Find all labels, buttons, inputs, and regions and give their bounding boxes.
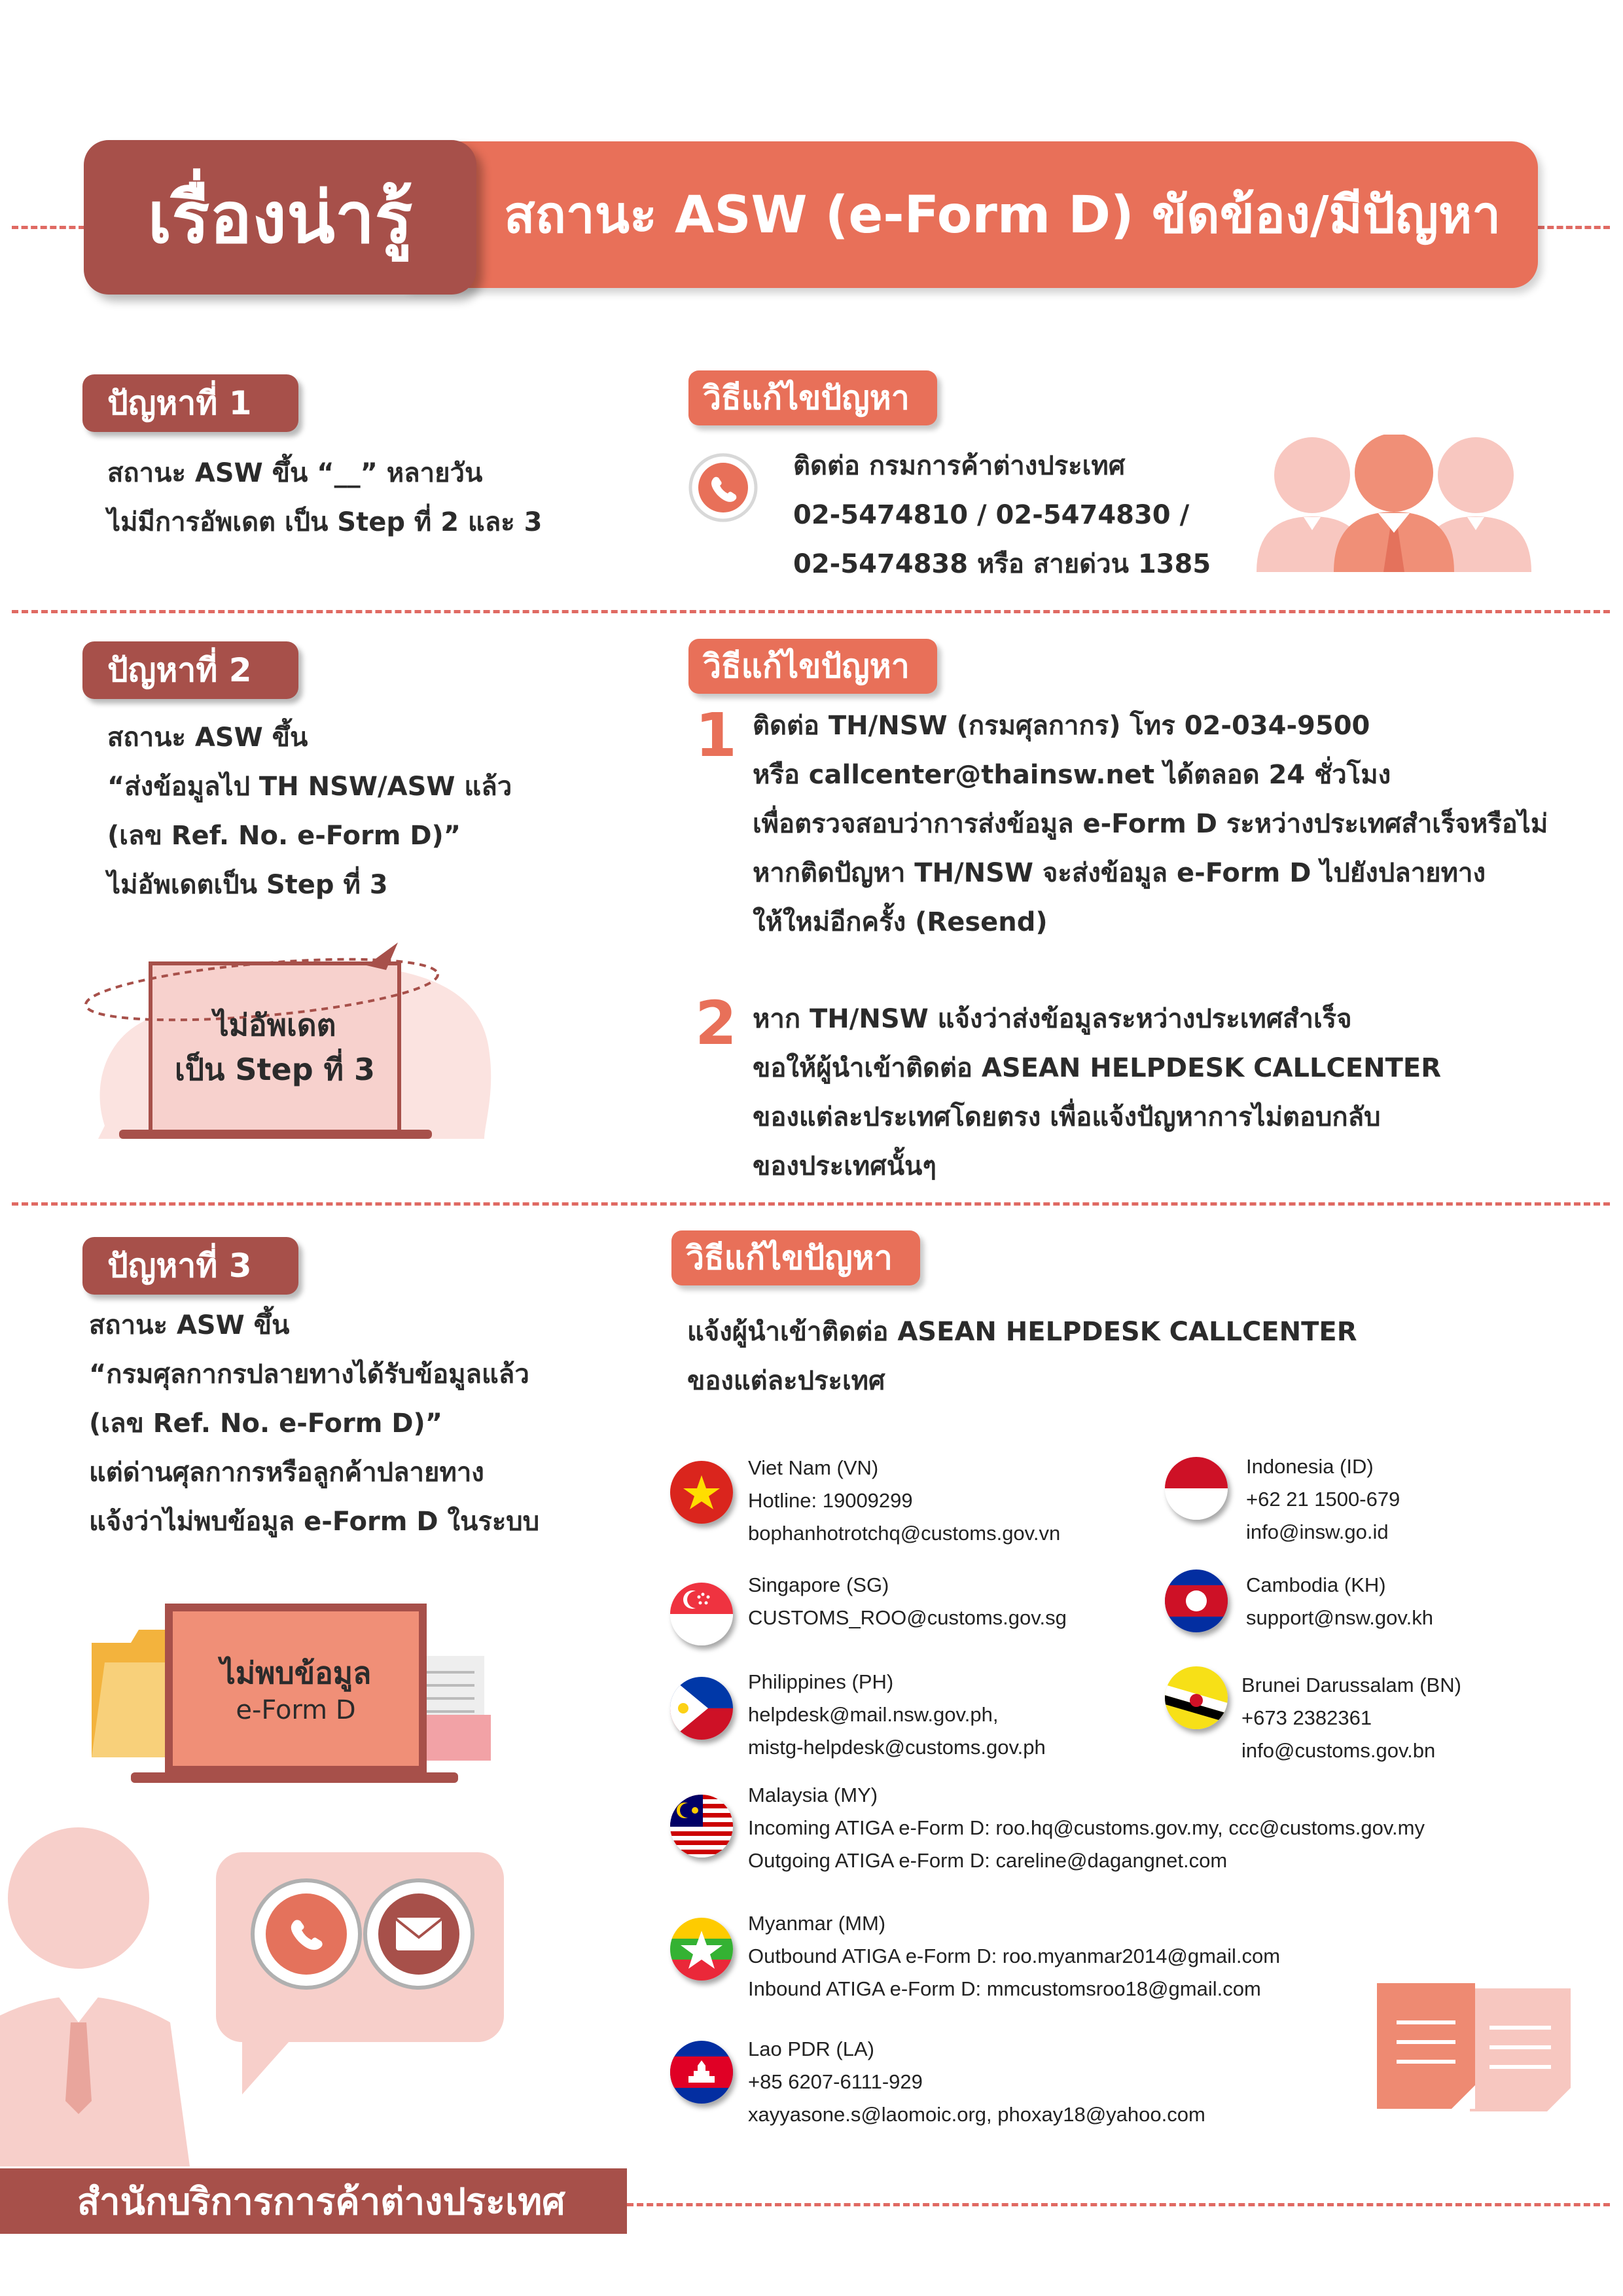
problem1-solution-line-2: 02-5474810 / 02-5474830 / bbox=[793, 500, 1190, 530]
problem3-solution-line-2: ของแต่ละประเทศ bbox=[687, 1366, 885, 1396]
country-name: Viet Nam (VN) bbox=[748, 1456, 879, 1479]
country-contact: CUSTOMS_ROO@customs.gov.sg bbox=[748, 1606, 1067, 1629]
country-name: Malaysia (MY) bbox=[748, 1784, 878, 1806]
country-cambodia bbox=[1246, 1569, 1433, 1634]
country-contact: +62 21 1500-679 bbox=[1246, 1488, 1400, 1511]
document-laptop-illustration bbox=[92, 1590, 497, 1787]
people-icon bbox=[1257, 435, 1531, 572]
step2-line-1: หาก TH/NSW แจ้งว่าส่งข้อมูลระหว่างประเทศสำเร็จ bbox=[753, 1004, 1352, 1034]
step2-line-3: ของแต่ละประเทศโดยตรง เพื่อแจ้งปัญหาการไม่ตอบกลับ bbox=[753, 1102, 1381, 1132]
flag-brunei-icon bbox=[1165, 1666, 1228, 1729]
section-divider-1 bbox=[12, 610, 1610, 613]
country-brunei bbox=[1241, 1669, 1461, 1767]
step1-line-3: เพื่อตรวจสอบว่าการส่งข้อมูล e-Form D ระหว่างประเทศสำเร็จหรือไม่ bbox=[753, 809, 1548, 839]
flag-malaysia-icon bbox=[670, 1795, 733, 1857]
country-lao bbox=[748, 2033, 1205, 2131]
mail-icon bbox=[396, 1918, 442, 1950]
country-name: Brunei Darussalam (BN) bbox=[1241, 1674, 1461, 1696]
problem3-solution-line-1: แจ้งผู้นำเข้าติดต่อ ASEAN HELPDESK CALLCENTER bbox=[687, 1317, 1357, 1347]
phone-icon bbox=[687, 452, 759, 524]
flag-indonesia-icon bbox=[1165, 1457, 1228, 1520]
problem3-illustration-line-1: ไม่พบข้อมูล bbox=[220, 1655, 372, 1691]
step1-line-1: ติดต่อ TH/NSW (กรมศุลกากร) โทร 02-034-9500 bbox=[753, 711, 1370, 741]
problem1-tag: ปัญหาที่ 1 bbox=[82, 374, 298, 432]
problem2-illustration-line-2: เป็น Step ที่ 3 bbox=[175, 1052, 375, 1087]
country-name: Myanmar (MM) bbox=[748, 1912, 886, 1935]
footer-divider bbox=[627, 2203, 1610, 2206]
country-vietnam bbox=[748, 1452, 1060, 1550]
problem3-line-2: “กรมศุลกากรปลายทางได้รับข้อมูลแล้ว bbox=[89, 1359, 529, 1390]
country-contact: Inbound ATIGA e-Form D: mmcustomsroo18@gmail.com bbox=[748, 1977, 1261, 2000]
header-divider-left bbox=[12, 226, 85, 229]
section-divider-2 bbox=[12, 1202, 1610, 1206]
country-name: Indonesia (ID) bbox=[1246, 1455, 1374, 1478]
country-contact: support@nsw.gov.kh bbox=[1246, 1606, 1433, 1629]
problem2-line-2: “ส่งข้อมูลไป TH NSW/ASW แล้ว bbox=[107, 772, 512, 802]
country-contact: helpdesk@mail.nsw.gov.ph, bbox=[748, 1703, 999, 1726]
step2-number: 2 bbox=[695, 988, 738, 1058]
problem1-line-1: สถานะ ASW ขึ้น “__” หลายวัน bbox=[107, 458, 483, 488]
problem3-tag: ปัญหาที่ 3 bbox=[82, 1237, 298, 1295]
laptop-illustration bbox=[79, 929, 510, 1139]
flag-vietnam-icon bbox=[670, 1461, 733, 1524]
country-contact: mistg-helpdesk@customs.gov.ph bbox=[748, 1736, 1046, 1759]
step1-line-4: หากติดปัญหา TH/NSW จะส่งข้อมูล e-Form D ไปยังปลายทาง bbox=[753, 858, 1486, 888]
footer-bar bbox=[0, 2168, 627, 2234]
country-contact: bophanhotrotchq@customs.gov.vn bbox=[748, 1522, 1061, 1545]
problem2-illustration-line-1: ไม่อัพเดต bbox=[213, 1007, 336, 1043]
country-malaysia bbox=[748, 1779, 1425, 1877]
problem2-line-4: ไม่อัพเดตเป็น Step ที่ 3 bbox=[107, 870, 388, 900]
country-name: Singapore (SG) bbox=[748, 1573, 889, 1596]
problem3-line-1: สถานะ ASW ขึ้น bbox=[89, 1310, 290, 1340]
header-title-bar bbox=[406, 141, 1538, 288]
country-myanmar bbox=[748, 1907, 1280, 2005]
page-title: สถานะ ASW (e-Form D) ขัดข้อง/มีปัญหา bbox=[504, 186, 1501, 245]
document-icon bbox=[1374, 1983, 1577, 2114]
country-philippines bbox=[748, 1666, 1046, 1764]
step1-line-2: หรือ callcenter@thainsw.net ได้ตลอด 24 ชั่วโมง bbox=[753, 760, 1391, 790]
country-name: Lao PDR (LA) bbox=[748, 2037, 874, 2060]
country-contact: info@insw.go.id bbox=[1246, 1520, 1389, 1543]
problem3-solution-tag: วิธีแก้ไขปัญหา bbox=[671, 1230, 920, 1285]
problem1-solution-tag: วิธีแก้ไขปัญหา bbox=[688, 370, 937, 425]
country-contact: info@customs.gov.bn bbox=[1241, 1739, 1436, 1762]
flag-philippines-icon bbox=[670, 1677, 733, 1740]
problem2-solution-tag: วิธีแก้ไขปัญหา bbox=[688, 639, 937, 694]
problem1-line-2: ไม่มีการอัพเดต เป็น Step ที่ 2 และ 3 bbox=[107, 507, 543, 537]
country-contact: Outgoing ATIGA e-Form D: careline@dagangnet.com bbox=[748, 1849, 1228, 1872]
country-contact: Hotline: 19009299 bbox=[748, 1489, 913, 1512]
problem3-line-3: (เลข Ref. No. e-Form D)” bbox=[89, 1408, 443, 1439]
country-indonesia bbox=[1246, 1450, 1400, 1549]
problem1-solution-line-3: 02-5474838 หรือ สายด่วน 1385 bbox=[793, 549, 1211, 579]
header-divider-right bbox=[1538, 226, 1610, 229]
country-contact: +673 2382361 bbox=[1241, 1706, 1372, 1729]
step2-line-4: ของประเทศนั้นๆ bbox=[753, 1151, 936, 1181]
country-name: Philippines (PH) bbox=[748, 1670, 894, 1693]
header-badge-label: เรื่องน่ารู้ bbox=[147, 177, 413, 259]
flag-lao-icon bbox=[670, 2041, 733, 2104]
problem2-line-1: สถานะ ASW ขึ้น bbox=[107, 723, 308, 753]
problem2-tag: ปัญหาที่ 2 bbox=[82, 641, 298, 699]
problem3-illustration-line-2: e-Form D bbox=[236, 1695, 356, 1725]
country-contact: Outbound ATIGA e-Form D: roo.myanmar2014@gmail.com bbox=[748, 1945, 1281, 1967]
country-contact: Incoming ATIGA e-Form D: roo.hq@customs.gov.my, ccc@customs.gov.my bbox=[748, 1816, 1425, 1839]
problem2-line-3: (เลข Ref. No. e-Form D)” bbox=[107, 821, 461, 851]
step1-number: 1 bbox=[695, 700, 738, 770]
footer-org: สำนักบริการการค้าต่างประเทศ bbox=[77, 2180, 565, 2223]
problem3-line-5: แจ้งว่าไม่พบข้อมูล e-Form D ในระบบ bbox=[89, 1507, 540, 1537]
flag-cambodia-icon bbox=[1165, 1570, 1228, 1632]
country-singapore bbox=[748, 1569, 1067, 1634]
flag-myanmar-icon bbox=[670, 1918, 733, 1981]
step2-line-2: ขอให้ผู้นำเข้าติดต่อ ASEAN HELPDESK CALLCENTER bbox=[753, 1053, 1442, 1083]
step1-line-5: ให้ใหม่อีกครั้ง (Resend) bbox=[753, 907, 1048, 937]
flag-singapore-icon bbox=[670, 1583, 733, 1645]
country-name: Cambodia (KH) bbox=[1246, 1573, 1386, 1596]
country-contact: xayyasone.s@laomoic.org, phoxay18@yahoo.com bbox=[748, 2103, 1205, 2126]
problem3-line-4: แต่ด่านศุลกากรหรือลูกค้าปลายทาง bbox=[89, 1458, 484, 1488]
problem1-solution-line-1: ติดต่อ กรมการค้าต่างประเทศ bbox=[793, 451, 1126, 481]
country-contact: +85 6207-6111-929 bbox=[748, 2070, 923, 2093]
header-badge bbox=[84, 140, 476, 295]
person-contact-illustration bbox=[0, 1826, 524, 2166]
